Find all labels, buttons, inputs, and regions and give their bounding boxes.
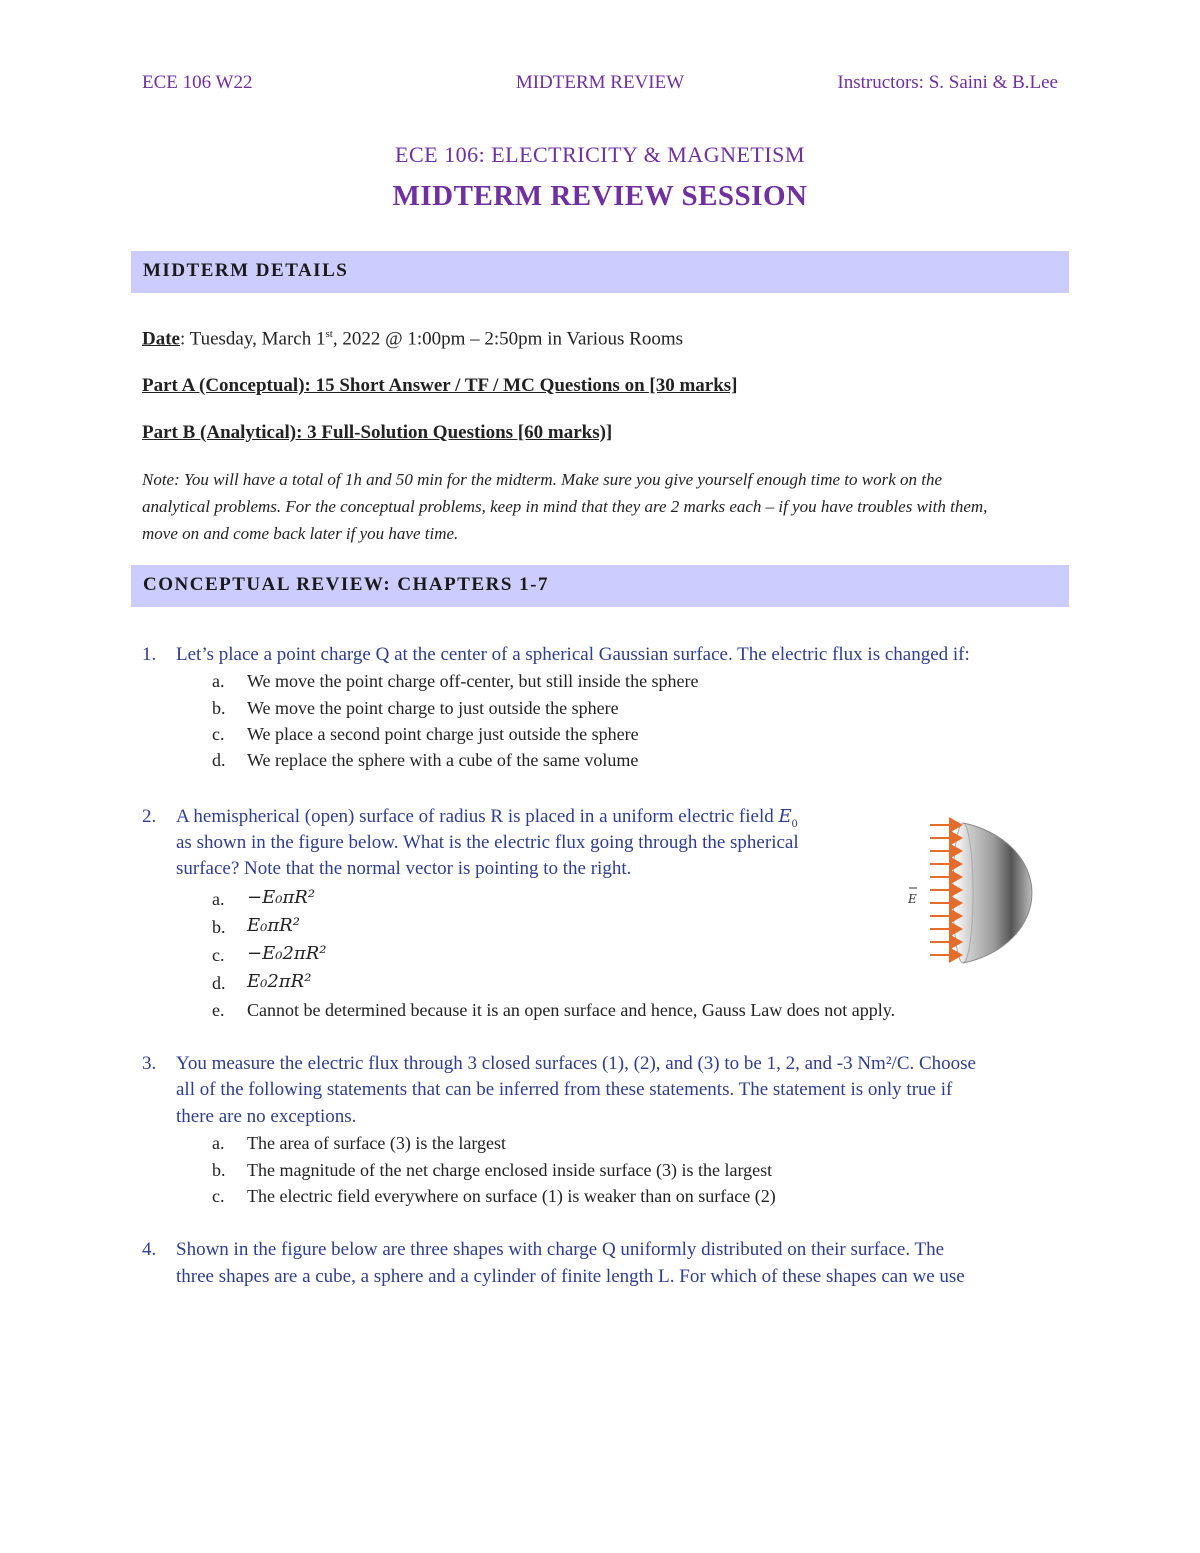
part-b-line: Part B (Analytical): 3 Full-Solution Questions [60 marks)] bbox=[142, 422, 613, 443]
option-label: a. bbox=[212, 1133, 225, 1153]
document-title: MIDTERM REVIEW SESSION bbox=[392, 180, 808, 212]
question-number: 4. bbox=[142, 1239, 157, 1260]
note-line: Note: You will have a total of 1h and 50 min for the midterm. Make sure you give yourself enough time to work on the bbox=[142, 470, 943, 489]
header-title: MIDTERM REVIEW bbox=[515, 72, 685, 93]
option-label: e. bbox=[212, 1000, 225, 1020]
option-label: b. bbox=[212, 1160, 226, 1180]
option-label: d. bbox=[212, 750, 226, 770]
hemisphere-diagram bbox=[905, 813, 1065, 971]
question-4-line: three shapes are a cube, a sphere and a cylinder of finite length L. For which of these shapes can we use bbox=[176, 1266, 965, 1287]
note-line: analytical problems. For the conceptual problems, keep in mind that they are 2 marks each – if you have troubles with them, bbox=[142, 497, 988, 516]
option-label: c. bbox=[212, 724, 225, 744]
field-vector-label: E bbox=[908, 892, 917, 906]
option-label: c. bbox=[212, 1186, 225, 1206]
question-3-line: all of the following statements that can be inferred from these statements. The statement is only true if bbox=[176, 1079, 953, 1100]
question-number: 3. bbox=[142, 1053, 157, 1074]
option-label: b. bbox=[212, 698, 226, 718]
note-line: move on and come back later if you have time. bbox=[142, 524, 459, 543]
option-text: We move the point charge to just outside the sphere bbox=[247, 698, 619, 718]
option-formula: −E₀πR² bbox=[247, 887, 316, 908]
question-number: 1. bbox=[142, 644, 157, 665]
date-superscript: st bbox=[325, 328, 333, 340]
section-heading-conceptual: CONCEPTUAL REVIEW: CHAPTERS 1-7 bbox=[131, 565, 1069, 607]
option-label: d. bbox=[212, 973, 226, 993]
date-label: Date bbox=[142, 328, 180, 350]
option-formula: E₀2πR² bbox=[247, 971, 312, 992]
option-text: We replace the sphere with a cube of the same volume bbox=[247, 750, 639, 770]
section-heading-details: MIDTERM DETAILS bbox=[131, 251, 1069, 293]
part-a-line: Part A (Conceptual): 15 Short Answer / TF / MC Questions on [30 marks] bbox=[142, 375, 738, 396]
header-course: ECE 106 W22 bbox=[142, 72, 253, 93]
option-text: Cannot be determined because it is an open surface and hence, Gauss Law does not apply. bbox=[247, 1000, 896, 1020]
field-subscript: 0 bbox=[791, 815, 798, 830]
option-formula: −E₀2πR² bbox=[247, 943, 327, 964]
option-label: a. bbox=[212, 889, 225, 909]
option-text: The electric field everywhere on surface (1) is weaker than on surface (2) bbox=[247, 1186, 776, 1206]
header-instructors: Instructors: S. Saini & B.Lee bbox=[837, 72, 1058, 93]
option-label: c. bbox=[212, 945, 225, 965]
date-line bbox=[142, 328, 683, 350]
field-symbol: E bbox=[778, 806, 792, 827]
option-label: a. bbox=[212, 671, 225, 691]
hemisphere-field-figure bbox=[905, 813, 1065, 976]
question-2-line: surface? Note that the normal vector is pointing to the right. bbox=[176, 858, 632, 879]
question-2-line: as shown in the figure below. What is the electric flux going through the spherical bbox=[176, 832, 799, 853]
option-text: The magnitude of the net charge enclosed inside surface (3) is the largest bbox=[247, 1160, 773, 1180]
question-4-line: Shown in the figure below are three shapes with charge Q uniformly distributed on their surface. The bbox=[176, 1239, 945, 1260]
question-2-line bbox=[176, 806, 798, 831]
option-text: We place a second point charge just outside the sphere bbox=[247, 724, 639, 744]
option-formula: E₀πR² bbox=[247, 915, 300, 936]
date-rest: , 2022 @ 1:00pm – 2:50pm in Various Rooms bbox=[332, 328, 684, 350]
option-text: We move the point charge off-center, but still inside the sphere bbox=[247, 671, 699, 691]
question-3-line: You measure the electric flux through 3 closed surfaces (1), (2), and (3) to be 1, 2, and -3 Nm²/C. Choose bbox=[176, 1053, 976, 1074]
question-number: 2. bbox=[142, 806, 157, 827]
date-text: : Tuesday, March 1 bbox=[179, 328, 326, 350]
document-subtitle: ECE 106: ELECTRICITY & MAGNETISM bbox=[395, 142, 805, 167]
exam-note bbox=[142, 466, 1042, 547]
option-text: The area of surface (3) is the largest bbox=[247, 1133, 507, 1153]
question-3-line: there are no exceptions. bbox=[176, 1106, 357, 1127]
question-1-text: Let’s place a point charge Q at the center of a spherical Gaussian surface. The electric flux is changed if: bbox=[176, 644, 970, 665]
option-label: b. bbox=[212, 917, 226, 937]
question-2-text: A hemispherical (open) surface of radius R is placed in a uniform electric field bbox=[176, 806, 779, 827]
